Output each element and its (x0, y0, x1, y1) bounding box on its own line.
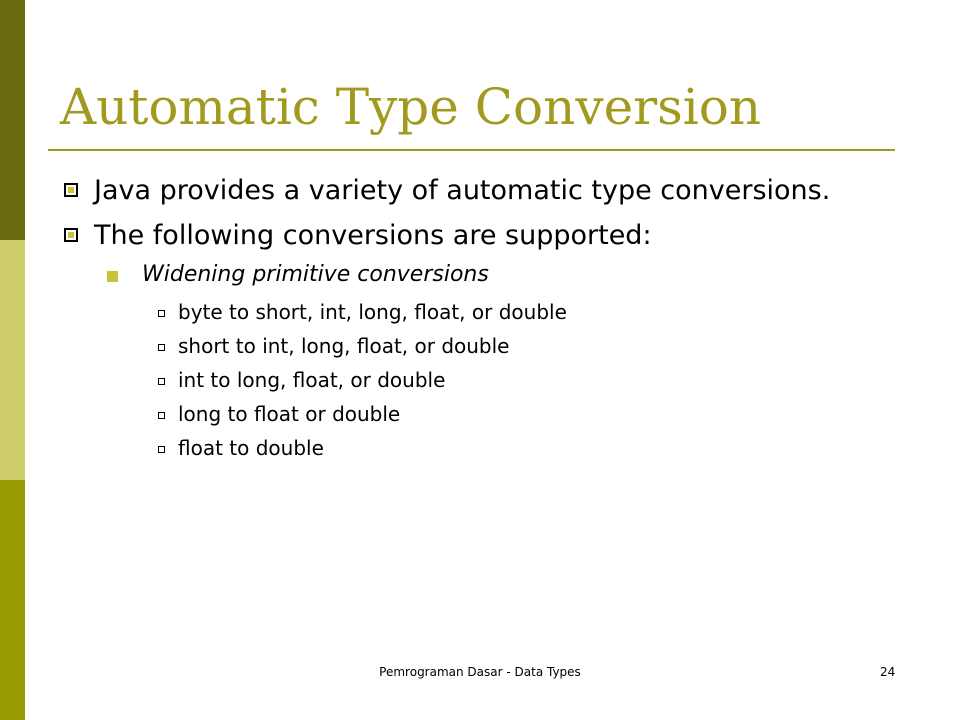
sub-bullet-heading (60, 260, 920, 290)
sub-list-item (60, 295, 920, 329)
sidebar-segment-top (0, 0, 25, 240)
sub-list-item (60, 363, 920, 397)
bullet-item (60, 174, 920, 208)
small-square-bullet-icon (158, 310, 165, 317)
sub-item-text: byte to short, int, long, float, or double (178, 300, 567, 324)
sub-item-text: short to int, long, float, or double (178, 334, 510, 358)
sub-list-item (60, 431, 920, 465)
slide-title: Automatic Type Conversion (60, 78, 762, 136)
small-square-bullet-icon (158, 412, 165, 419)
sidebar-segment-bottom (0, 480, 25, 720)
sub-heading-text: Widening primitive conversions (142, 262, 489, 287)
filled-square-bullet-icon (107, 271, 118, 282)
sub-list-item (60, 397, 920, 431)
title-divider (48, 149, 895, 151)
small-square-bullet-icon (158, 378, 165, 385)
sub-item-text: int to long, float, or double (178, 368, 446, 392)
sidebar-segment-middle (0, 240, 25, 480)
bullet-text: The following conversions are supported: (94, 220, 652, 251)
sub-item-text: long to float or double (178, 402, 401, 426)
small-square-bullet-icon (158, 446, 165, 453)
small-square-bullet-icon (158, 344, 165, 351)
page-number: 24 (880, 665, 896, 679)
square-bullet-icon (64, 228, 78, 242)
sub-item-text: float to double (178, 436, 324, 460)
footer-text: Pemrograman Dasar - Data Types (379, 665, 581, 679)
sub-list-item (60, 329, 920, 363)
square-bullet-icon (64, 183, 78, 197)
bullet-list (60, 174, 920, 465)
bullet-item (60, 219, 920, 253)
sidebar-accent (0, 0, 25, 720)
bullet-text: Java provides a variety of automatic type conversions. (94, 175, 831, 206)
